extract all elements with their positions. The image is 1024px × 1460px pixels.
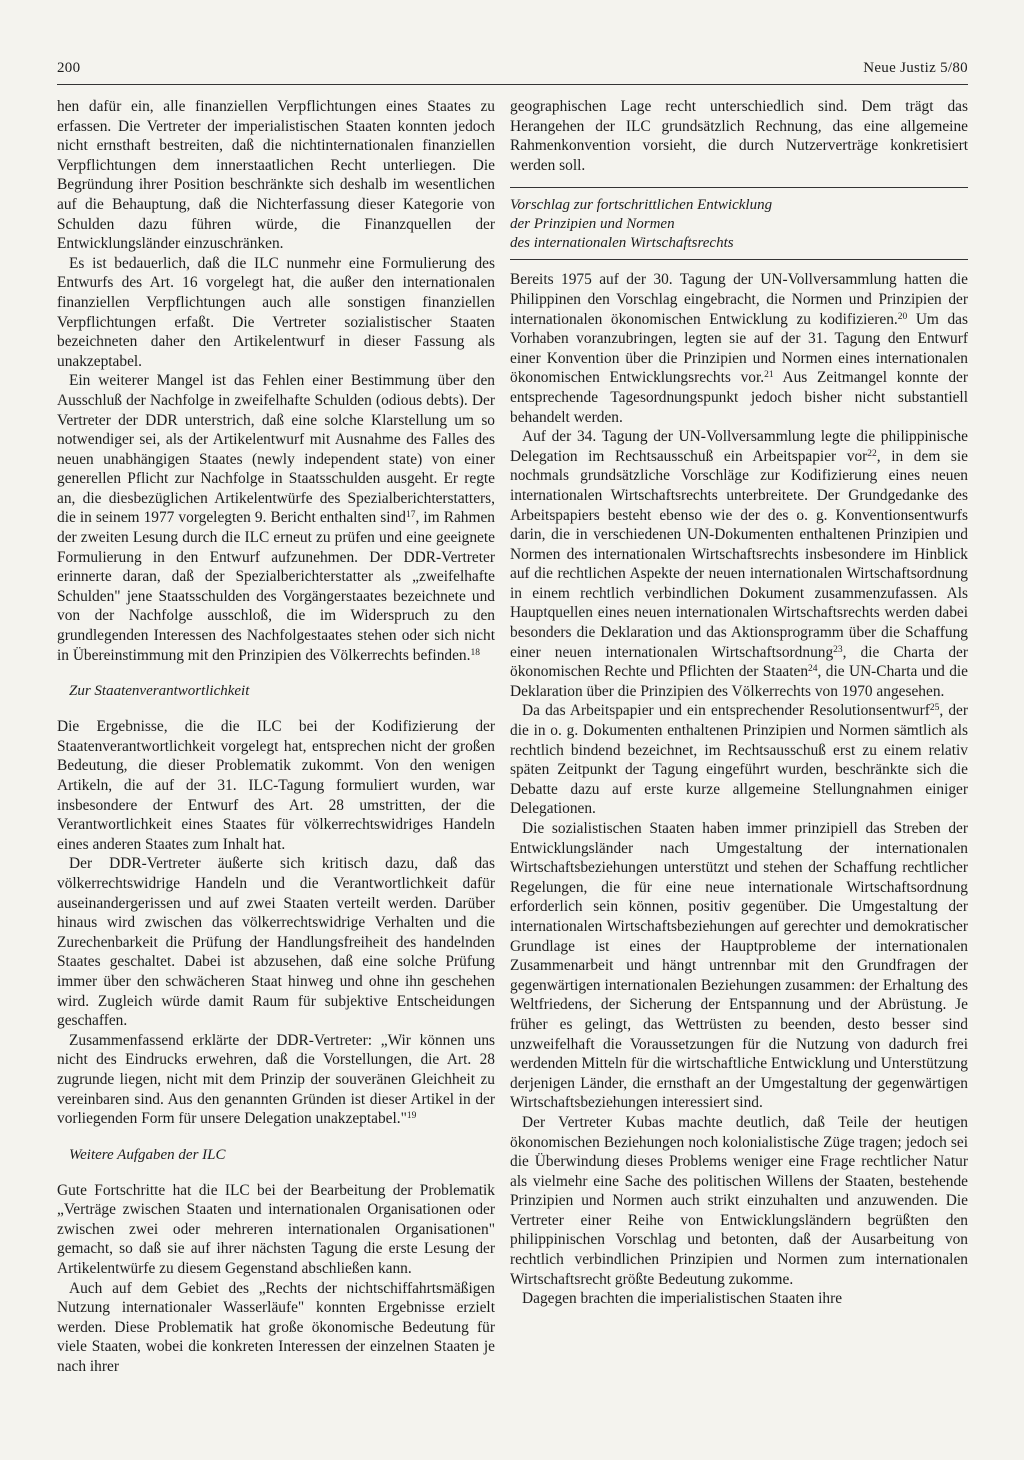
paragraph <box>510 427 968 701</box>
text-run: Um das Vorhaben voranzubringen, legten sie auf der 31. Tagung den Entwurf einer Konvention über die Prinzipien und Normen eines internationalen ökonomischen Entwicklungsrechts vor. <box>510 310 968 387</box>
section-heading: Zur Staatenverantwortlichkeit <box>69 683 250 700</box>
footnote-ref: 18 <box>470 647 480 658</box>
text-run: , die UN-Charta und die Deklaration über die Prinzipien des Völkerrechts von 1970 angesehen. <box>510 663 968 700</box>
paragraph <box>57 371 495 665</box>
paragraph: Auch auf dem Gebiet des „Rechts der nichtschiffahrtsmäßigen Nutzung internationaler Wasserläufe" konnten Ergebnisse erzielt werden. Diese Problematik hat große ökonomische Bedeutung für viele Staaten, wobei die konkreten Interessen der einzelnen Staaten je nach ihrer <box>57 1279 495 1376</box>
journal-issue: Neue Justiz 5/80 <box>863 60 968 76</box>
heading-line: der Prinzipien und Normen <box>510 216 675 233</box>
text-run: , im Rahmen der zweiten Lesung durch die ILC erneut zu prüfen und eine geeignete Formulierung in den Entwurf aufzunehmen. Der DDR-Vertreter erinnerte daran, daß der Spezialberichterstatter als „zweifelhafte Schulden" jene Staatsschulden des Vorgängerstaates bezeichnete und von der Nachfolge ausschloß, die im Widerspruch zu den grundlegenden Interessen des Nachfolgestaates stehen oder sich nicht in Übereinstimmung mit den Prinzipien des Völkerrechts befinden. <box>57 509 495 664</box>
text-run: Ein weiterer Mangel ist das Fehlen einer Bestimmung über den Ausschluß der Nachfolge in zweifelhafte Schulden (odious debts). Der Vertreter der DDR unterstrich, daß eine solche Klarstellung um so notwendiger sei, als der Artikelentwurf mit Ausnahme des Falles des neuen unabhängigen Staates (newly independent state) von einer generellen Pflicht zur Nachfolge in Staatsschulden ausgeht. Er regte an, die diesbezüglichen Artikelentwürfe des Spezialberichterstatters, die in seinem 1977 vorgelegten 9. Bericht enthalten sind <box>57 372 495 527</box>
page-number: 200 <box>57 60 81 76</box>
text-run: Bereits 1975 auf der 30. Tagung der UN-Vollversammlung hatten die Philippinen den Vorschlag eingebracht, die Normen und Prinzipien der internationalen ökonomischen Entwicklung zu kodifizieren. <box>510 271 968 328</box>
footnote-ref: 21 <box>764 370 774 381</box>
text-run: Zusammenfassend erklärte der DDR-Vertreter: „Wir können uns nicht des Eindrucks erwehren, daß die Vorstellungen, die Art. 28 zugrunde liegen, nicht mit dem Prinzip der souveränen Gleichheit zu vereinbaren sind. Aus den genannten Gründen ist dieser Artikel in der vorliegenden Form für unsere Delegation unakzeptabel." <box>57 1031 495 1128</box>
text-run: Aus Zeitmangel konnte der entsprechende Tagesordnungspunkt jedoch bisher nicht substantiell behandelt werden. <box>510 369 968 426</box>
text-run: , der die in o. g. Dokumenten enthaltenen Prinzipien und Normen sämtlich als rechtlich bindend bezeichnet, im Rechtsausschuß erst zu einem relativ späten Zeitpunkt der Tagung eingeführt wurden, beschränkte sich die Debatte dazu auf erste kurze allgemeine Stellungnahmen einiger Delegationen. <box>510 702 968 818</box>
header-rule <box>57 84 968 85</box>
footnote-ref: 22 <box>867 448 877 459</box>
boxed-section-heading <box>510 187 968 260</box>
left-column <box>57 97 495 1377</box>
section-heading: Weitere Aufgaben der ILC <box>69 1146 226 1163</box>
footnote-ref: 20 <box>897 311 908 322</box>
footnote-ref: 25 <box>929 703 940 714</box>
paragraph: Dagegen brachten die imperialistischen Staaten ihre <box>522 1290 843 1308</box>
footnote-ref: 19 <box>406 1111 417 1122</box>
paragraph: Der DDR-Vertreter äußerte sich kritisch dazu, daß das völkerrechtswidrige Handeln und die Verantwortlichkeit dafür auseinandergerissen und auf zwei Staaten verteilt werden. Darüber hinaus wird zwischen das völkerrechtswidrige Verhalten und die Zurechenbarkeit die Prüfung der Handlungsfreiheit des handelnden Staates geschaltet. Dabei ist abzusehen, daß eine solche Prüfung immer über den schwächeren Staat hinweg und ohne ihn geschehen wird. Zugleich würde damit Raum für subjektive Entscheidungen geschaffen. <box>57 855 495 1030</box>
heading-line: Vorschlag zur fortschrittlichen Entwicklung <box>510 197 773 214</box>
paragraph: geographischen Lage recht unterschiedlich sind. Dem trägt das Herangehen der ILC grundsätzlich Rechnung, das eine allgemeine Rahmenkonvention vorsieht, die durch Nutzerverträge konkretisiert werden soll. <box>510 98 968 174</box>
text-run: Auf der 34. Tagung der UN-Vollversammlung legte die philippinische Delegation im Rechtsausschuß ein Arbeitspapier vor <box>510 428 968 465</box>
paragraph: hen dafür ein, alle finanziellen Verpflichtungen eines Staates zu erfassen. Die Vertreter der imperialistischen Staaten konnten jedoch nicht ernsthaft bestreiten, daß die nichtinternationalen finanziellen Verpflichtungen dem innerstaatlichen Recht unterliegen. Die Begründung ihrer Position beschränkte sich deshalb im wesentlichen auf die Behauptung, daß die Nichterfassung dieser Kategorie von Schulden dazu führen würde, die Finanzquellen der Entwicklungsländer einzuschränken. <box>57 98 495 253</box>
footnote-ref: 23 <box>833 644 843 655</box>
footnote-ref: 24 <box>808 664 818 675</box>
paragraph <box>57 1031 495 1129</box>
paragraph <box>510 270 968 427</box>
paragraph: Gute Fortschritte hat die ILC bei der Bearbeitung der Problematik „Verträge zwischen Staaten und internationalen Organisationen oder zwischen zwei oder mehreren internationalen Organisationen" gemacht, so daß sie auf ihrer nächsten Tagung die erste Lesung der Artikelentwürfe zu diesem Gegenstand abschließen kann. <box>57 1181 495 1278</box>
paragraph <box>510 701 968 819</box>
paragraph: Es ist bedauerlich, daß die ILC nunmehr eine Formulierung des Entwurfs des Art. 16 vorgelegt hat, die außer den internationalen finanziellen Verpflichtungen auch alle sonstigen finanziellen Verpflichtungen erfaßt. Die Vertreter sozialistischer Staaten bezeichneten daher den Artikelentwurf in dieser Fassung als unakzeptabel. <box>57 254 495 370</box>
right-column <box>510 97 968 1309</box>
paragraph: Die sozialistischen Staaten haben immer prinzipiell das Streben der Entwicklungsländer nach Umgestaltung der internationalen Wirtschaftsbeziehungen unterstützt und stehen der Schaffung rechtlicher Regelungen, die für eine neue internationale Wirtschaftsordnung erforderlich sein können, positiv gegenüber. Die Umgestaltung der internationalen Wirtschaftsbeziehungen auf gerechter und demokratischer Grundlage ist eines der Hauptprobleme der internationalen Zusammenarbeit und hängt untrennbar mit den Grundfragen der gegenwärtigen internationalen Beziehungen zusammen: der Erhaltung des Weltfriedens, der Sicherung der Entspannung und der Abrüstung. Je früher es gelingt, das Wettrüsten zu beenden, desto besser sind unzweifelhaft die Voraussetzungen für die Nutzung von dadurch frei werdenden Mitteln für die wirtschaftliche Entwicklung und Unterstützung derjenigen Länder, die ernsthaft an der Umgestaltung der gegenwärtigen Wirtschaftsbeziehungen interessiert sind. <box>510 820 968 1112</box>
text-run: Da das Arbeitspapier und ein entsprechender Resolutionsentwurf <box>522 702 930 720</box>
paragraph: Die Ergebnisse, die die ILC bei der Kodifizierung der Staatenverantwortlichkeit vorgelegt hat, entsprechen nicht der großen Bedeutung, die dieser Problematik zukommt. Von den wenigen Artikeln, die auf der 31. ILC-Tagung formuliert wurden, war insbesondere der Entwurf des Art. 28 umstritten, der die Verantwortlichkeit eines Staates für völkerrechtswidriges Handeln eines anderen Staates zum Inhalt hat. <box>57 718 495 853</box>
text-run: , die Charta der ökonomischen Rechte und Pflichten der Staaten <box>510 643 969 681</box>
paragraph: Der Vertreter Kubas machte deutlich, daß Teile der heutigen ökonomischen Beziehungen noch kolonialistische Züge tragen; jedoch sei die Überwindung dieses Problems weniger eine Frage rechtlicher Natur als vielmehr eine Sache des politischen Willens der Staaten, bestehende Prinzipien und Normen auch strikt einzuhalten und anzuwenden. Die Vertreter einer Reihe von Entwicklungsländern begrüßten den philippinischen Vorschlag und betonten, daß der Ausarbeitung von rechtlich verbindlichen Prinzipien und Normen zum internationalen Wirtschaftsrecht größte Bedeutung zukomme. <box>510 1113 968 1288</box>
footnote-ref: 17 <box>405 510 416 521</box>
text-run: , in dem sie nochmals grundsätzliche Vorschläge zur Kodifizierung eines neuen internationalen Wirtschaftsrechts unterbreitete. Der Grundgedanke des Arbeitspapiers besteht ebenso wie der des o. g. Konventionsentwurfs darin, die in verschiedenen UN-Dokumenten enthaltenen Prinzipien und Normen des internationalen Wirtschaftsrechts insbesondere im Hinblick auf die rechtlichen Aspekte der neuen internationalen Wirtschaftsordnung in einem rechtlich verbindlichen Dokument zusammenzufassen. Als Hauptquellen eines neuen internationalen Wirtschaftsrechts werden dabei besonders die Deklaration und das Aktionsprogramm über die Schaffung einer neuen internationalen Wirtschaftsordnung <box>510 447 968 661</box>
heading-line: des internationalen Wirtschaftsrechts <box>510 235 734 252</box>
